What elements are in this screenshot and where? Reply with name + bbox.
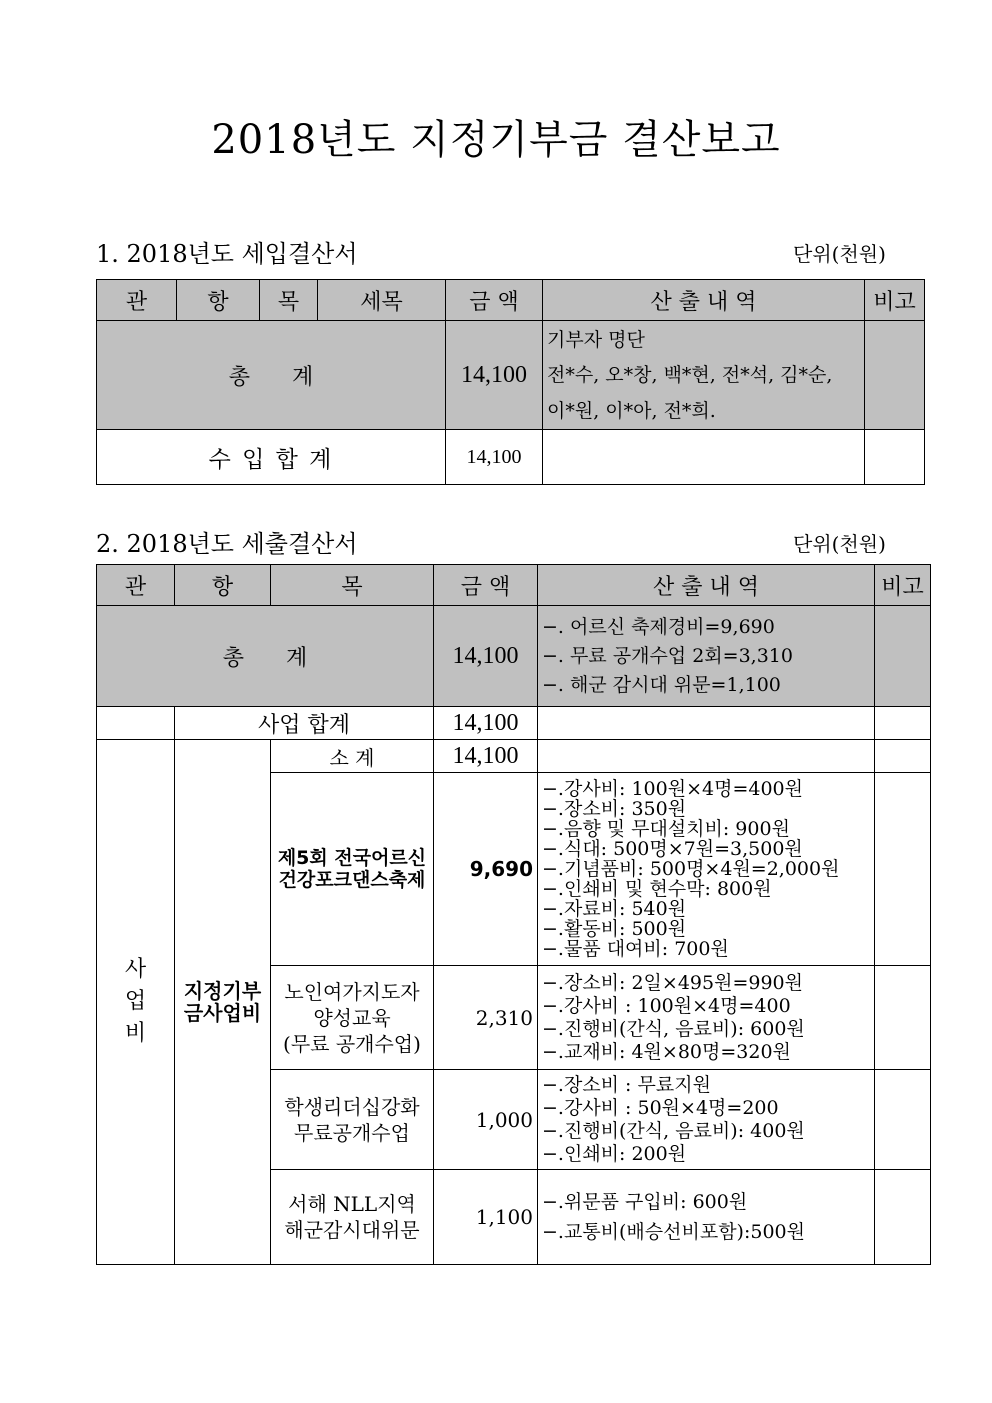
detail-line: −.진행비(간식, 음료비): 600원: [542, 1017, 805, 1040]
income-header-mok: 목: [260, 280, 318, 321]
detail-line: −.식대: 500명×7원=3,500원: [542, 838, 803, 860]
income-total-amount: 14,100: [446, 321, 543, 430]
income-sum-detail: [543, 430, 865, 485]
detail-line: −.교재비: 4원×80명=320원: [542, 1040, 791, 1063]
detail-line: −.장소비: 350원: [542, 798, 687, 820]
donor-list-line: 이*원, 이*아, 전*희.: [547, 400, 716, 422]
expense-header-amount: 금 액: [434, 565, 538, 606]
expense-total-note: [875, 606, 931, 707]
income-section-title: 1. 2018년도 세입결산서: [96, 240, 358, 268]
detail-line: −.인쇄비 및 현수막: 800원: [542, 878, 772, 900]
detail-line: −.장소비 : 무료지원: [542, 1073, 711, 1096]
income-sum-note: [865, 430, 925, 485]
item-amount: 1,000: [434, 1070, 538, 1170]
expense-total-details: [538, 606, 875, 707]
expense-total-label: 총 계: [97, 606, 434, 707]
income-sum-label: 수 입 합 계: [97, 430, 446, 485]
income-sum-amount: 14,100: [446, 430, 543, 485]
expense-total-detail-line: −. 어르신 축제경비=9,690: [542, 615, 775, 638]
expense-header-mok: 목: [271, 565, 434, 606]
item-note: [875, 966, 931, 1070]
item-name: 제5회 전국어르신 건강포크댄스축제: [271, 773, 434, 966]
detail-line: −.자료비: 540원: [542, 898, 687, 920]
item-name: 노인여가지도자 양성교육 (무료 공개수업): [271, 966, 434, 1070]
donor-list-line: 전*수, 오*창, 백*현, 전*석, 김*순,: [547, 364, 833, 386]
detail-line: −.인쇄비: 200원: [542, 1142, 687, 1165]
expense-total-detail-line: −. 해군 감시대 위문=1,100: [542, 673, 781, 696]
income-header-note: 비고: [865, 280, 925, 321]
item-details: [538, 1070, 875, 1170]
expense-table: [96, 564, 931, 1265]
detail-line: −.음향 및 무대설치비: 900원: [542, 818, 790, 840]
detail-line: −.위문품 구입비: 600원: [542, 1191, 748, 1213]
expense-header-hang: 항: [175, 565, 271, 606]
expense-hang: 지정기부 금사업비: [175, 740, 271, 1265]
detail-line: −.장소비: 2일×495원=990원: [542, 971, 803, 994]
income-unit: 단위(천원): [793, 242, 886, 266]
item-note: [875, 1070, 931, 1170]
item-details: [538, 1170, 875, 1265]
subtotal-label: 소 계: [271, 740, 434, 773]
business-sum-note: [875, 707, 931, 740]
item-amount: 9,690: [434, 773, 538, 966]
expense-header-detail: 산 출 내 역: [538, 565, 875, 606]
business-sum-label: 사업 합계: [175, 707, 434, 740]
business-sum-amount: 14,100: [434, 707, 538, 740]
detail-line: −.활동비: 500원: [542, 918, 687, 940]
item-details: [538, 773, 875, 966]
income-header-hang: 항: [177, 280, 260, 321]
item-name: 서해 NLL지역 해군감시대위문: [271, 1170, 434, 1265]
detail-line: −.물품 대여비: 700원: [542, 938, 729, 960]
income-header-semok: 세목: [318, 280, 446, 321]
detail-line: −.강사비: 100원×4명=400원: [542, 778, 803, 800]
item-note: [875, 1170, 931, 1265]
detail-line: −.기념품비: 500명×4원=2,000원: [542, 858, 840, 880]
detail-line: −.진행비(간식, 음료비): 400원: [542, 1119, 805, 1142]
item-details: [538, 966, 875, 1070]
page-title: 2018년도 지정기부금 결산보고: [211, 117, 781, 163]
expense-header-gwan: 관: [97, 565, 175, 606]
income-table: [96, 279, 925, 485]
expense-total-amount: 14,100: [434, 606, 538, 707]
income-header-detail: 산 출 내 역: [543, 280, 865, 321]
subtotal-note: [875, 740, 931, 773]
business-sum-blank: [97, 707, 175, 740]
expense-section-title: 2. 2018년도 세출결산서: [96, 530, 358, 558]
income-header-gwan: 관: [97, 280, 177, 321]
item-name: 학생리더십강화 무료공개수업: [271, 1070, 434, 1170]
item-amount: 1,100: [434, 1170, 538, 1265]
detail-line: −.강사비 : 100원×4명=400: [542, 994, 791, 1017]
item-amount: 2,310: [434, 966, 538, 1070]
detail-line: −.교통비(배승선비포함):500원: [542, 1221, 805, 1243]
income-total-note: [865, 321, 925, 430]
detail-line: −.강사비 : 50원×4명=200: [542, 1096, 779, 1119]
expense-unit: 단위(천원): [793, 532, 886, 556]
donor-list-title: 기부자 명단: [547, 329, 645, 351]
expense-header-note: 비고: [875, 565, 931, 606]
expense-total-detail-line: −. 무료 공개수업 2회=3,310: [542, 644, 793, 667]
expense-gwan: 사 업 비: [97, 740, 175, 1265]
income-total-label: 총 계: [97, 321, 446, 430]
business-sum-detail: [538, 707, 875, 740]
income-header-amount: 금 액: [446, 280, 543, 321]
income-donor-list: [543, 321, 865, 430]
item-note: [875, 773, 931, 966]
subtotal-amount: 14,100: [434, 740, 538, 773]
subtotal-detail: [538, 740, 875, 773]
